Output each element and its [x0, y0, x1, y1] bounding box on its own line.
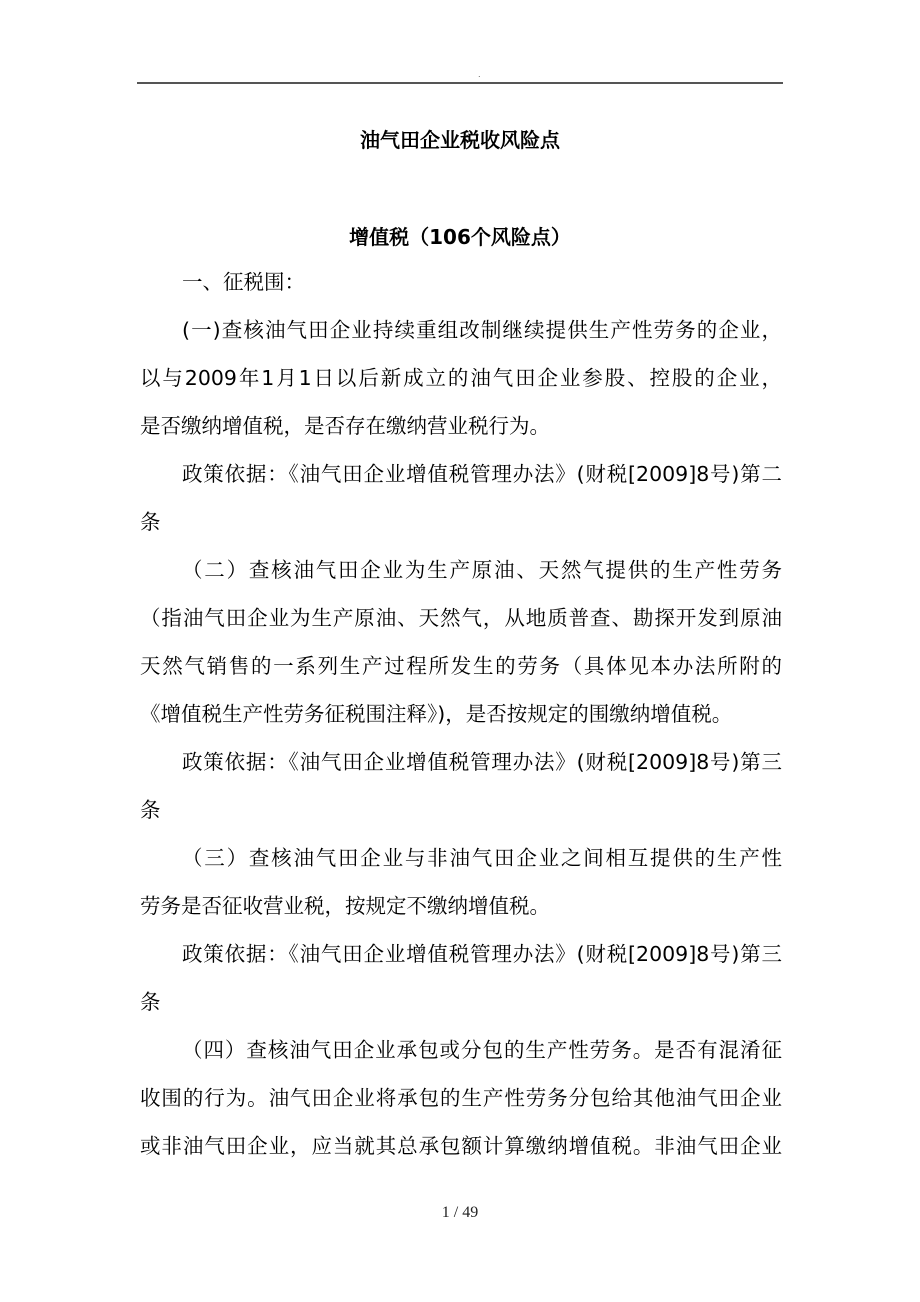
paragraph-line: 或非油气田企业，应当就其总承包额计算缴纳增值税。非油气田企业: [140, 1134, 782, 1158]
section-title: 增值税（106个风险点）: [349, 225, 571, 249]
page-number: 1 / 49: [441, 1204, 479, 1221]
header-rule: [137, 82, 783, 84]
paragraph-line: （指油气田企业为生产原油、天然气，从地质普查、勘探开发到原油: [140, 606, 782, 630]
paragraph-line: 以与2009年1月1日以后新成立的油气田企业参股、控股的企业，: [140, 366, 782, 390]
paragraph-line: 劳务是否征收营业税，按规定不缴纳增值税。: [140, 894, 550, 918]
header-mark: .: [478, 70, 481, 79]
policy-basis-line: 条: [140, 990, 161, 1014]
paragraph-line: 是否缴纳增值税，是否存在缴纳营业税行为。: [140, 414, 550, 438]
policy-basis-line: 条: [140, 798, 161, 822]
paragraph-line: （二）查核油气田企业为生产原油、天然气提供的生产性劳务: [182, 558, 782, 582]
policy-basis-line: 政策依据：《油气田企业增值税管理办法》(财税[2009]8号)第三: [182, 750, 782, 774]
paragraph-line: (一)查核油气田企业持续重组改制继续提供生产性劳务的企业，: [182, 318, 782, 342]
paragraph-line: （三）查核油气田企业与非油气田企业之间相互提供的生产性: [182, 846, 782, 870]
document-title: 油气田企业税收风险点: [360, 128, 560, 152]
paragraph-line: （四）查核油气田企业承包或分包的生产性劳务。是否有混淆征: [182, 1038, 782, 1062]
paragraph-line: 《增值税生产性劳务征税围注释》)，是否按规定的围缴纳增值税。: [140, 702, 733, 726]
paragraph-line: 收围的行为。油气田企业将承包的生产性劳务分包给其他油气田企业: [140, 1086, 782, 1110]
policy-basis-line: 政策依据：《油气田企业增值税管理办法》(财税[2009]8号)第三: [182, 942, 782, 966]
paragraph-line: 天然气销售的一系列生产过程所发生的劳务（具体见本办法所附的: [140, 654, 782, 678]
policy-basis-line: 条: [140, 510, 161, 534]
heading-scope: 一、征税围：: [182, 270, 305, 294]
policy-basis-line: 政策依据：《油气田企业增值税管理办法》(财税[2009]8号)第二: [182, 462, 782, 486]
